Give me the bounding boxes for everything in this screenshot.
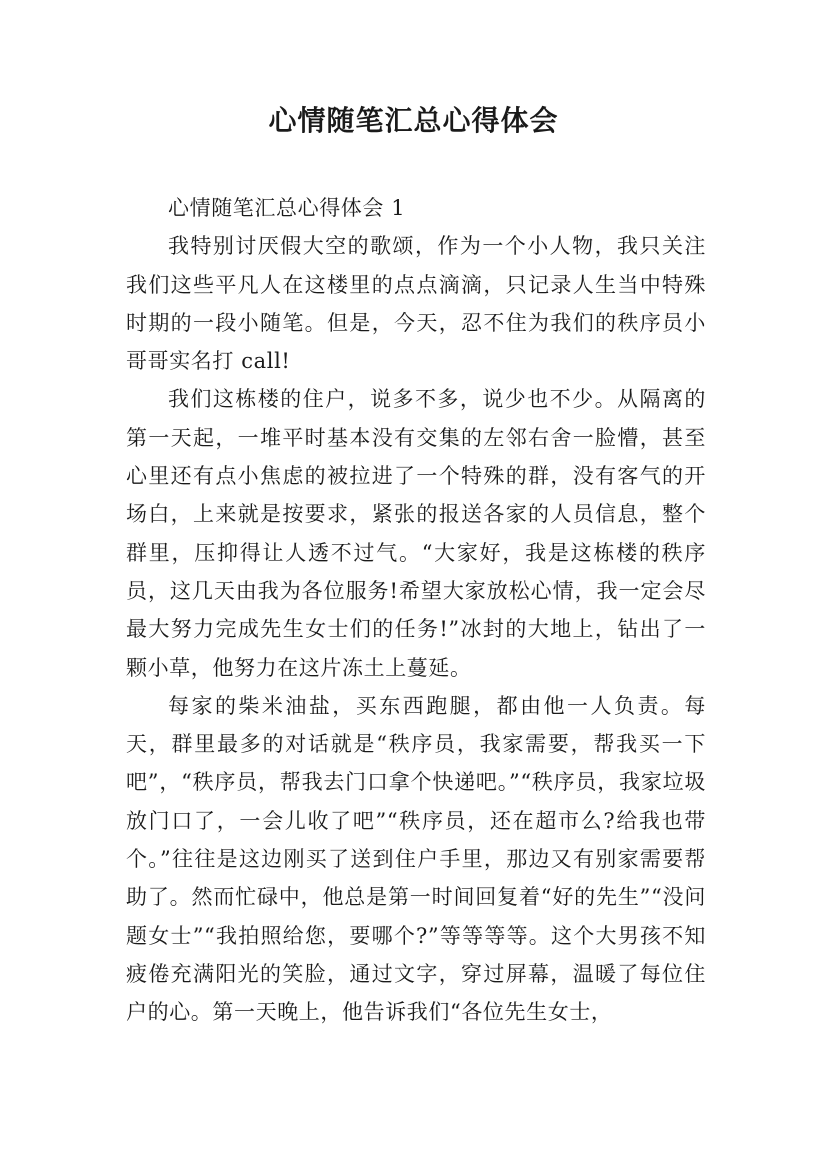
paragraph-2: 我们这栋楼的住户，说多不多，说少也不少。从隔离的第一天起，一堆平时基本没有交集的左邻右舍一脸懵，甚至心里还有点小焦虑的被拉进了一个特殊的群，没有客气的开场白，上来就是按要求，紧张的报送各家的人员信息，整个群里，压抑得让人透不过气。“大家好，我是这栋楼的秩序员，这几天由我为各位服务!希望大家放松心情，我一定会尽最大努力完成先生女士们的任务!”冰封的大地上，钻出了一颗小草，他努力在这片冻土上蔓延。 bbox=[126, 387, 706, 680]
document-body bbox=[126, 189, 706, 1032]
document-title: 心情随笔汇总心得体会 bbox=[268, 104, 559, 137]
paragraph-3: 每家的柴米油盐，买东西跑腿，都由他一人负责。每天，群里最多的对话就是“秩序员，我家需要，帮我买一下吧”，“秩序员，帮我去门口拿个快递吧。”“秩序员，我家垃圾放门口了，一会儿收了吧”“秩序员，还在超市么?给我也带个。”往往是这边刚买了送到住户手里，那边又有别家需要帮助了。然而忙碌中，他总是第一时间回复着“好的先生”“没问题女士”“我拍照给您，要哪个?”等等等等。这个大男孩不知疲倦充满阳光的笑脸，通过文字，穿过屏幕，温暖了每位住户的心。第一天晚上，他告诉我们“各位先生女士， bbox=[126, 693, 706, 1025]
section-heading: 心情随笔汇总心得体会 1 bbox=[168, 196, 406, 220]
paragraph-1: 我特别讨厌假大空的歌颂，作为一个小人物，我只关注我们这些平凡人在这楼里的点点滴滴，只记录人生当中特殊时期的一段小随笔。但是，今天，忍不住为我们的秩序员小哥哥实名打 call! bbox=[126, 234, 706, 374]
